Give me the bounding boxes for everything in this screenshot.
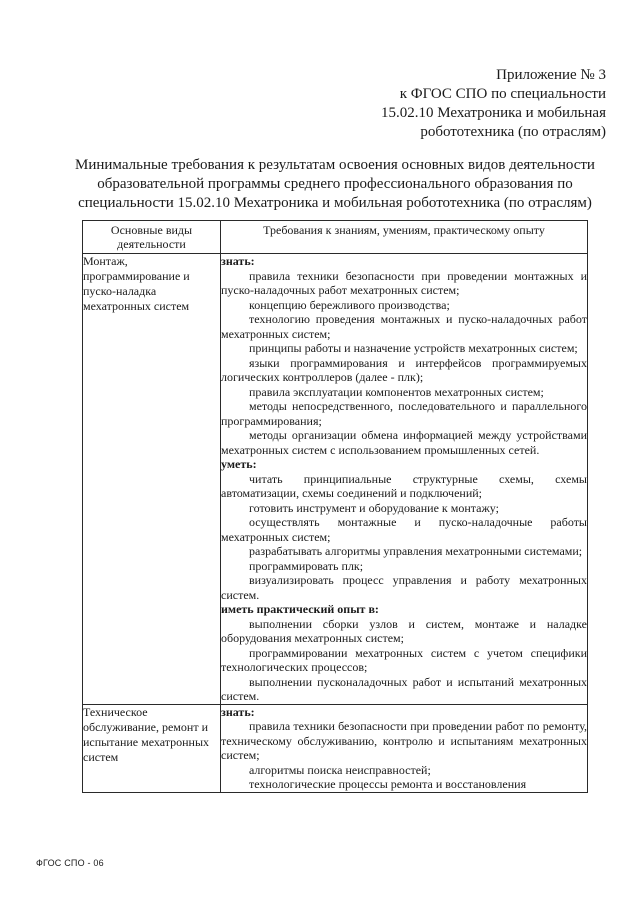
appendix-header — [381, 66, 606, 142]
appendix-specialty-code: 15.02.10 Мехатроника и мобильная — [380, 105, 606, 121]
footer-code: ФГОС СПО - 06 — [36, 858, 104, 868]
requirement-item: программировать плк; — [249, 558, 364, 573]
appendix-standard: к ФГОС СПО по специальности — [399, 86, 606, 102]
requirement-item: осуществлять монтажные и пуско-наладочные работы мехатронных систем; — [221, 515, 587, 544]
activity-cell: Техническое обслуживание, ремонт и испытание мехатронных систем — [83, 704, 221, 792]
requirement-group-label: уметь: — [221, 457, 257, 471]
requirement-item: программировании мехатронных систем с учетом специфики технологических процессов; — [221, 645, 587, 674]
requirement-item: языки программирования и интерфейсов программируемых логических контроллеров (далее - плк); — [221, 355, 587, 384]
requirements-cell — [221, 704, 588, 792]
activity-cell: Монтаж, программирование и пуско-наладка мехатронных систем — [83, 254, 221, 705]
requirement-item: правила техники безопасности при проведении монтажных и пуско-наладочных работ мехатронных систем; — [221, 268, 587, 297]
requirement-item: методы непосредственного, последовательного и параллельного программирования; — [221, 399, 587, 428]
table-row — [83, 704, 588, 792]
requirement-item: технологические процессы ремонта и восстановления — [249, 777, 527, 791]
requirement-item: правила техники безопасности при проведении работ по ремонту, техническому обслуживанию, контролю и испытаниям мехатронных систем; — [221, 719, 587, 762]
table-row — [83, 254, 588, 705]
appendix-specialty-name: робототехника (по отраслям) — [420, 124, 606, 140]
requirement-item: разрабатывать алгоритмы управления мехатронными системами; — [249, 544, 583, 558]
requirement-item: готовить инструмент и оборудование к монтажу; — [249, 500, 499, 515]
document-title — [60, 156, 610, 213]
title-line: образовательной программы среднего профессионального образования по — [97, 176, 573, 192]
requirement-group-label: знать: — [221, 704, 255, 719]
table-header-row — [83, 221, 588, 254]
table-body — [83, 254, 588, 793]
requirement-item: технологию проведения монтажных и пуско-наладочных работ мехатронных систем; — [221, 312, 587, 341]
requirement-item: читать принципиальные структурные схемы, схемы автоматизации, схемы соединений и подключений; — [221, 471, 587, 500]
header-activities: Основные виды деятельности — [83, 221, 221, 254]
requirement-item: концепцию бережливого производства; — [249, 297, 450, 312]
appendix-number: Приложение № 3 — [496, 67, 606, 83]
title-line: специальности 15.02.10 Мехатроника и мобильная робототехника (по отраслям) — [78, 195, 592, 211]
header-requirements: Требования к знаниям, умениям, практическому опыту — [221, 221, 588, 254]
requirement-item: методы организации обмена информацией между устройствами мехатронных систем с использованием промышленных сетей. — [221, 428, 587, 457]
requirement-group-label: иметь практический опыт в: — [221, 602, 379, 616]
requirement-item: выполнении сборки узлов и систем, монтаже и наладке оборудования мехатронных систем; — [221, 616, 587, 645]
requirement-item: выполнении пусконаладочных работ и испытаний мехатронных систем. — [221, 674, 587, 703]
requirements-cell — [221, 254, 588, 705]
requirement-item: алгоритмы поиска неисправностей; — [249, 762, 431, 777]
requirement-item: принципы работы и назначение устройств мехатронных систем; — [249, 341, 578, 355]
requirements-table — [82, 220, 588, 793]
requirement-item: правила эксплуатации компонентов мехатронных систем; — [249, 384, 544, 399]
title-line: Минимальные требования к результатам освоения основных видов деятельности — [75, 157, 595, 173]
requirement-group-label: знать: — [221, 254, 255, 268]
requirement-item: визуализировать процесс управления и работу мехатронных систем. — [221, 573, 587, 602]
